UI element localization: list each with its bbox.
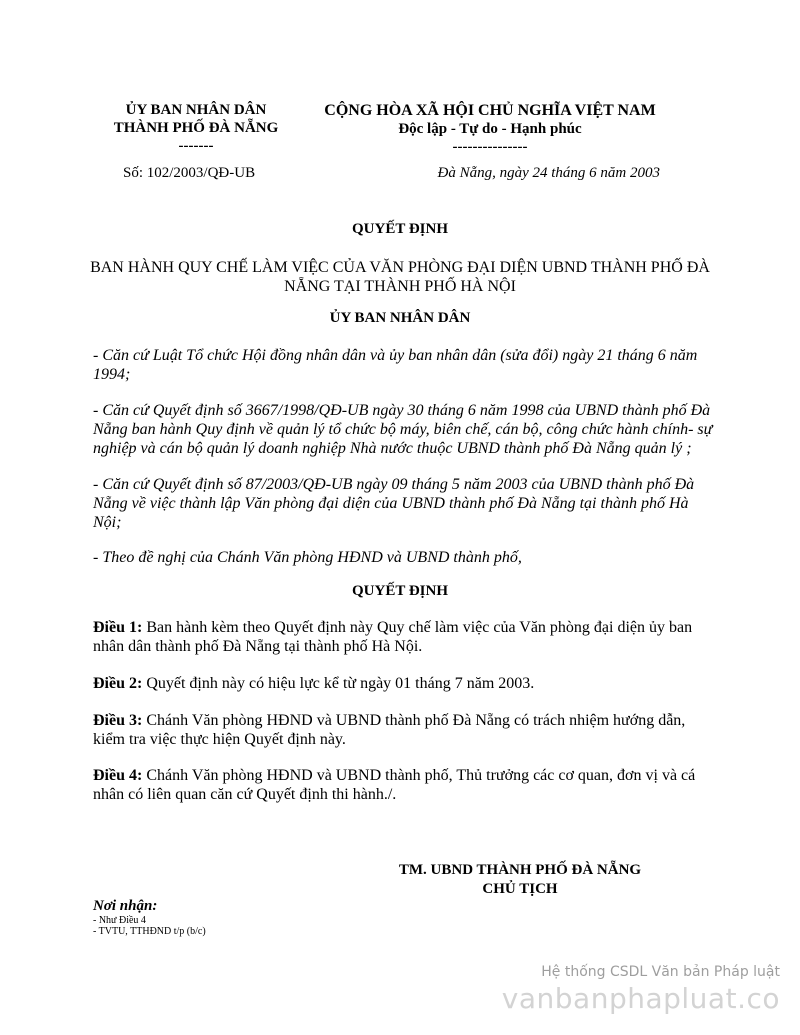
preamble-item: - Căn cứ Quyết định số 3667/1998/QĐ-UB ngày 30 tháng 6 năm 1998 của UBND thành phố Đà Nẵng ban hành Quy định về quản lý tổ chức bộ máy, biên chế, cán bộ, công chức hành chính- sự nghiệp và cán bộ quản lý doanh nghiệp Nhà nước thuộc UBND thành phố Đà Nẵng quản lý ; [93, 402, 713, 457]
motto-separator: --------------- [452, 139, 528, 155]
agency-name-line2: THÀNH PHỐ ĐÀ NẴNG [113, 120, 279, 136]
agency-separator: ------- [178, 138, 214, 154]
agency-name-line1: ỦY BAN NHÂN DÂN [125, 102, 267, 118]
watermark-site: vanbanphapluat.co [501, 982, 780, 1015]
article-4 [93, 766, 713, 804]
article-2 [93, 674, 713, 693]
document-date: Đà Nẵng, ngày 24 tháng 6 năm 2003 [437, 165, 660, 181]
document-number: Số: 102/2003/QĐ-UB [123, 165, 256, 181]
article-1 [93, 618, 713, 656]
document-type-title: QUYẾT ĐỊNH [352, 221, 448, 237]
article-text: Chánh Văn phòng HĐND và UBND thành phố Đà Nẵng có trách nhiệm hướng dẫn, kiểm tra việc thực hiện Quyết định này. [93, 712, 686, 748]
article-label: Điều 4: [93, 767, 143, 784]
signature-title: CHỦ TỊCH [482, 881, 558, 897]
national-motto-header [300, 101, 680, 156]
article-label: Điều 1: [93, 619, 143, 636]
signature-authority: TM. UBND THÀNH PHỐ ĐÀ NẴNG [398, 862, 642, 878]
recipients-block [93, 898, 393, 937]
article-text: Chánh Văn phòng HĐND và UBND thành phố, Thủ trưởng các cơ quan, đơn vị và cá nhân có liên quan căn cứ Quyết định thi hành./. [93, 767, 696, 803]
signature-block [380, 861, 660, 899]
watermark-caption: Hệ thống CSDL Văn bản Pháp luật [541, 964, 780, 980]
article-text: Quyết định này có hiệu lực kể từ ngày 01 tháng 7 năm 2003. [146, 675, 535, 692]
recipient-item: - Như Điều 4 [93, 915, 146, 926]
article-label: Điều 3: [93, 712, 143, 729]
recipient-item: - TVTU, TTHĐND t/p (b/c) [93, 926, 206, 937]
article-3 [93, 711, 713, 749]
issuer-title: ỦY BAN NHÂN DÂN [329, 310, 471, 326]
preamble-item: - Căn cứ Quyết định số 87/2003/QĐ-UB ngày 09 tháng 5 năm 2003 của UBND thành phố Đà Nẵng về việc thành lập Văn phòng đại diện của UBND thành phố Đà Nẵng tại thành phố Hà Nội; [93, 476, 695, 531]
motto: Độc lập - Tự do - Hạnh phúc [398, 121, 582, 137]
preamble-item: - Theo đề nghị của Chánh Văn phòng HĐND và UBND thành phố, [93, 549, 522, 566]
issuing-agency-header [80, 101, 312, 155]
preamble-item: - Căn cứ Luật Tổ chức Hội đồng nhân dân và ủy ban nhân dân (sửa đổi) ngày 21 tháng 6 năm 1994; [93, 347, 698, 383]
recipients-title: Nơi nhận: [93, 898, 158, 914]
article-label: Điều 2: [93, 675, 143, 692]
decision-title: QUYẾT ĐỊNH [352, 583, 448, 599]
article-text: Ban hành kèm theo Quyết định này Quy chế làm việc của Văn phòng đại diện ủy ban nhân dân thành phố Đà Nẵng tại thành phố Hà Nội. [93, 619, 693, 655]
document-subject: BAN HÀNH QUY CHẾ LÀM VIỆC CỦA VĂN PHÒNG ĐẠI DIỆN UBND THÀNH PHỐ ĐÀ NẴNG TẠI THÀNH PHỐ HÀ NỘI [90, 259, 710, 295]
country-name: CỘNG HÒA XÃ HỘI CHỦ NGHĨA VIỆT NAM [324, 102, 656, 119]
